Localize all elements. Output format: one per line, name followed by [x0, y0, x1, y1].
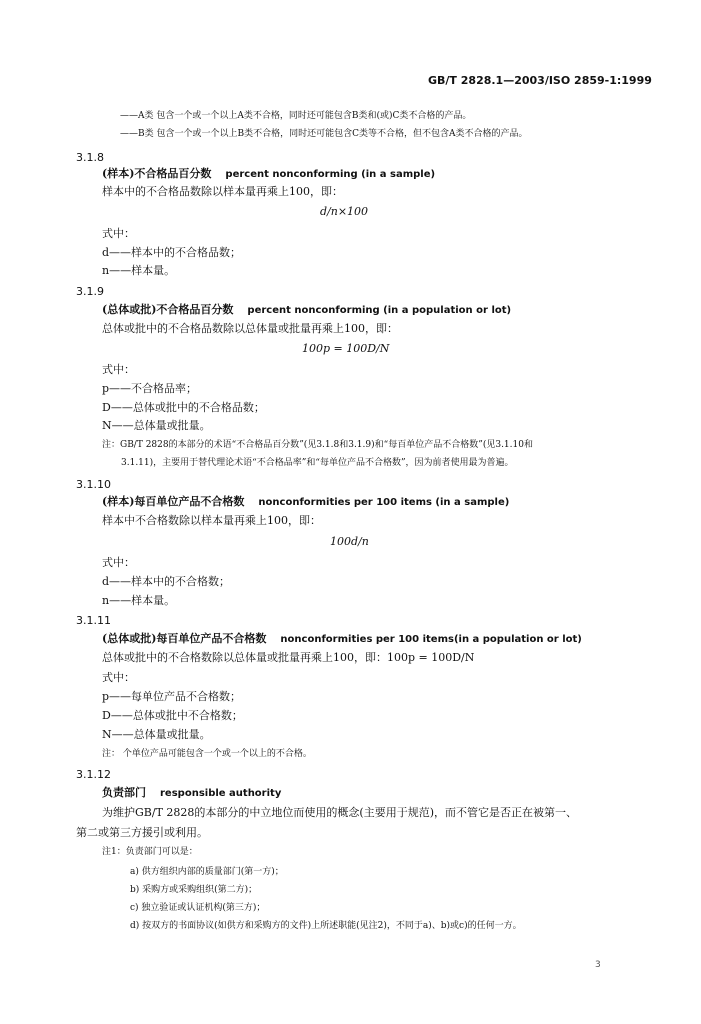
definition-text: 样本中的不合格品数除以样本量再乘上100，即：	[102, 185, 343, 198]
symbol-p: p——每单位产品不合格数；	[102, 690, 242, 703]
definition-text: 总体或批中的不合格数除以总体量或批量再乘上100，即：100p = 100D/N	[102, 651, 475, 664]
section-number: 3.1.11	[76, 614, 111, 627]
where-label: 式中：	[102, 556, 135, 569]
list-item: d) 按双方的书面协议(如供方和采购方的文件)上所述职能(见注2)，不同于a)、b)或c)的任何一方。	[130, 921, 522, 931]
note-line: 注：GB/T 2828的本部分的术语“不合格品百分数”(见3.1.8和3.1.9)和“每百单位产品不合格数”(见3.1.10和	[102, 440, 533, 450]
symbol-n: n——样本量。	[102, 594, 176, 607]
term-heading	[102, 786, 281, 801]
symbol-d: d——样本中的不合格品数；	[102, 246, 242, 259]
symbol-N: N——总体量或批量。	[102, 419, 211, 432]
class-a-definition: ——A类 包含一个或一个以上A类不合格，同时还可能包含B类和(或)C类不合格的产品。	[120, 111, 472, 121]
list-item: c) 独立验证或认证机构(第三方)；	[130, 903, 266, 913]
section-number: 3.1.10	[76, 478, 111, 491]
class-b-definition: ——B类 包含一个或一个以上B类不合格，同时还可能包含C类等不合格，但不包含A类不合格的产品。	[120, 129, 528, 139]
term-title-en: nonconformities per 100 items(in a population or lot)	[280, 634, 582, 645]
note-heading: 注1：负责部门可以是：	[102, 847, 198, 857]
note-line: 3.1.11)，主要用于替代理论术语“不合格品率”和“每单位产品不合格数”，因为前者使用最为普遍。	[121, 458, 514, 468]
where-label: 式中：	[102, 363, 135, 376]
list-item: a) 供方组织内部的质量部门(第一方)；	[130, 867, 284, 877]
term-title-cn: 负责部门	[102, 786, 146, 799]
term-title-en: percent nonconforming (in a population or lot)	[247, 305, 512, 316]
symbol-D: D——总体或批中不合格数；	[102, 709, 243, 722]
term-title-cn: (总体或批)不合格品百分数	[102, 303, 234, 316]
page-number: 3	[595, 960, 601, 970]
term-title-en: responsible authority	[160, 788, 282, 799]
definition-text: 为维护GB/T 2828的本部分的中立地位而使用的概念(主要用于规范)，而不管它是否正在被第一、	[102, 806, 577, 819]
term-heading	[102, 632, 582, 647]
term-title-cn: (样本)每百单位产品不合格数	[102, 495, 245, 508]
note-line: 注： 个单位产品可能包含一个或一个以上的不合格。	[102, 749, 312, 759]
symbol-n: n——样本量。	[102, 264, 176, 277]
term-heading	[102, 167, 435, 182]
formula: d/n×100	[320, 205, 369, 218]
section-number: 3.1.12	[76, 768, 111, 781]
term-heading	[102, 495, 509, 510]
where-label: 式中：	[102, 227, 135, 240]
term-title-en: percent nonconforming (in a sample)	[225, 169, 436, 180]
list-item: b) 采购方或采购组织(第二方)；	[130, 885, 258, 895]
formula: 100d/n	[330, 535, 369, 548]
symbol-p: p——不合格品率；	[102, 382, 198, 395]
formula: 100p = 100D/N	[302, 342, 390, 355]
symbol-N: N——总体量或批量。	[102, 728, 211, 741]
doc-header-code: GB/T 2828.1—2003/ISO 2859-1:1999	[428, 74, 652, 87]
where-label: 式中：	[102, 671, 135, 684]
symbol-D: D——总体或批中的不合格品数；	[102, 401, 265, 414]
term-title-cn: (总体或批)每百单位产品不合格数	[102, 632, 267, 645]
symbol-d: d——样本中的不合格数；	[102, 575, 231, 588]
definition-text: 总体或批中的不合格品数除以总体量或批量再乘上100，即：	[102, 322, 398, 335]
term-title-cn: (样本)不合格品百分数	[102, 167, 212, 180]
section-number: 3.1.8	[76, 151, 104, 164]
definition-text: 样本中不合格数除以样本量再乘上100，即：	[102, 514, 321, 527]
section-number: 3.1.9	[76, 285, 104, 298]
term-title-en: nonconformities per 100 items (in a sample)	[258, 497, 510, 508]
definition-text: 第二或第三方援引或利用。	[76, 826, 208, 839]
term-heading	[102, 303, 511, 318]
